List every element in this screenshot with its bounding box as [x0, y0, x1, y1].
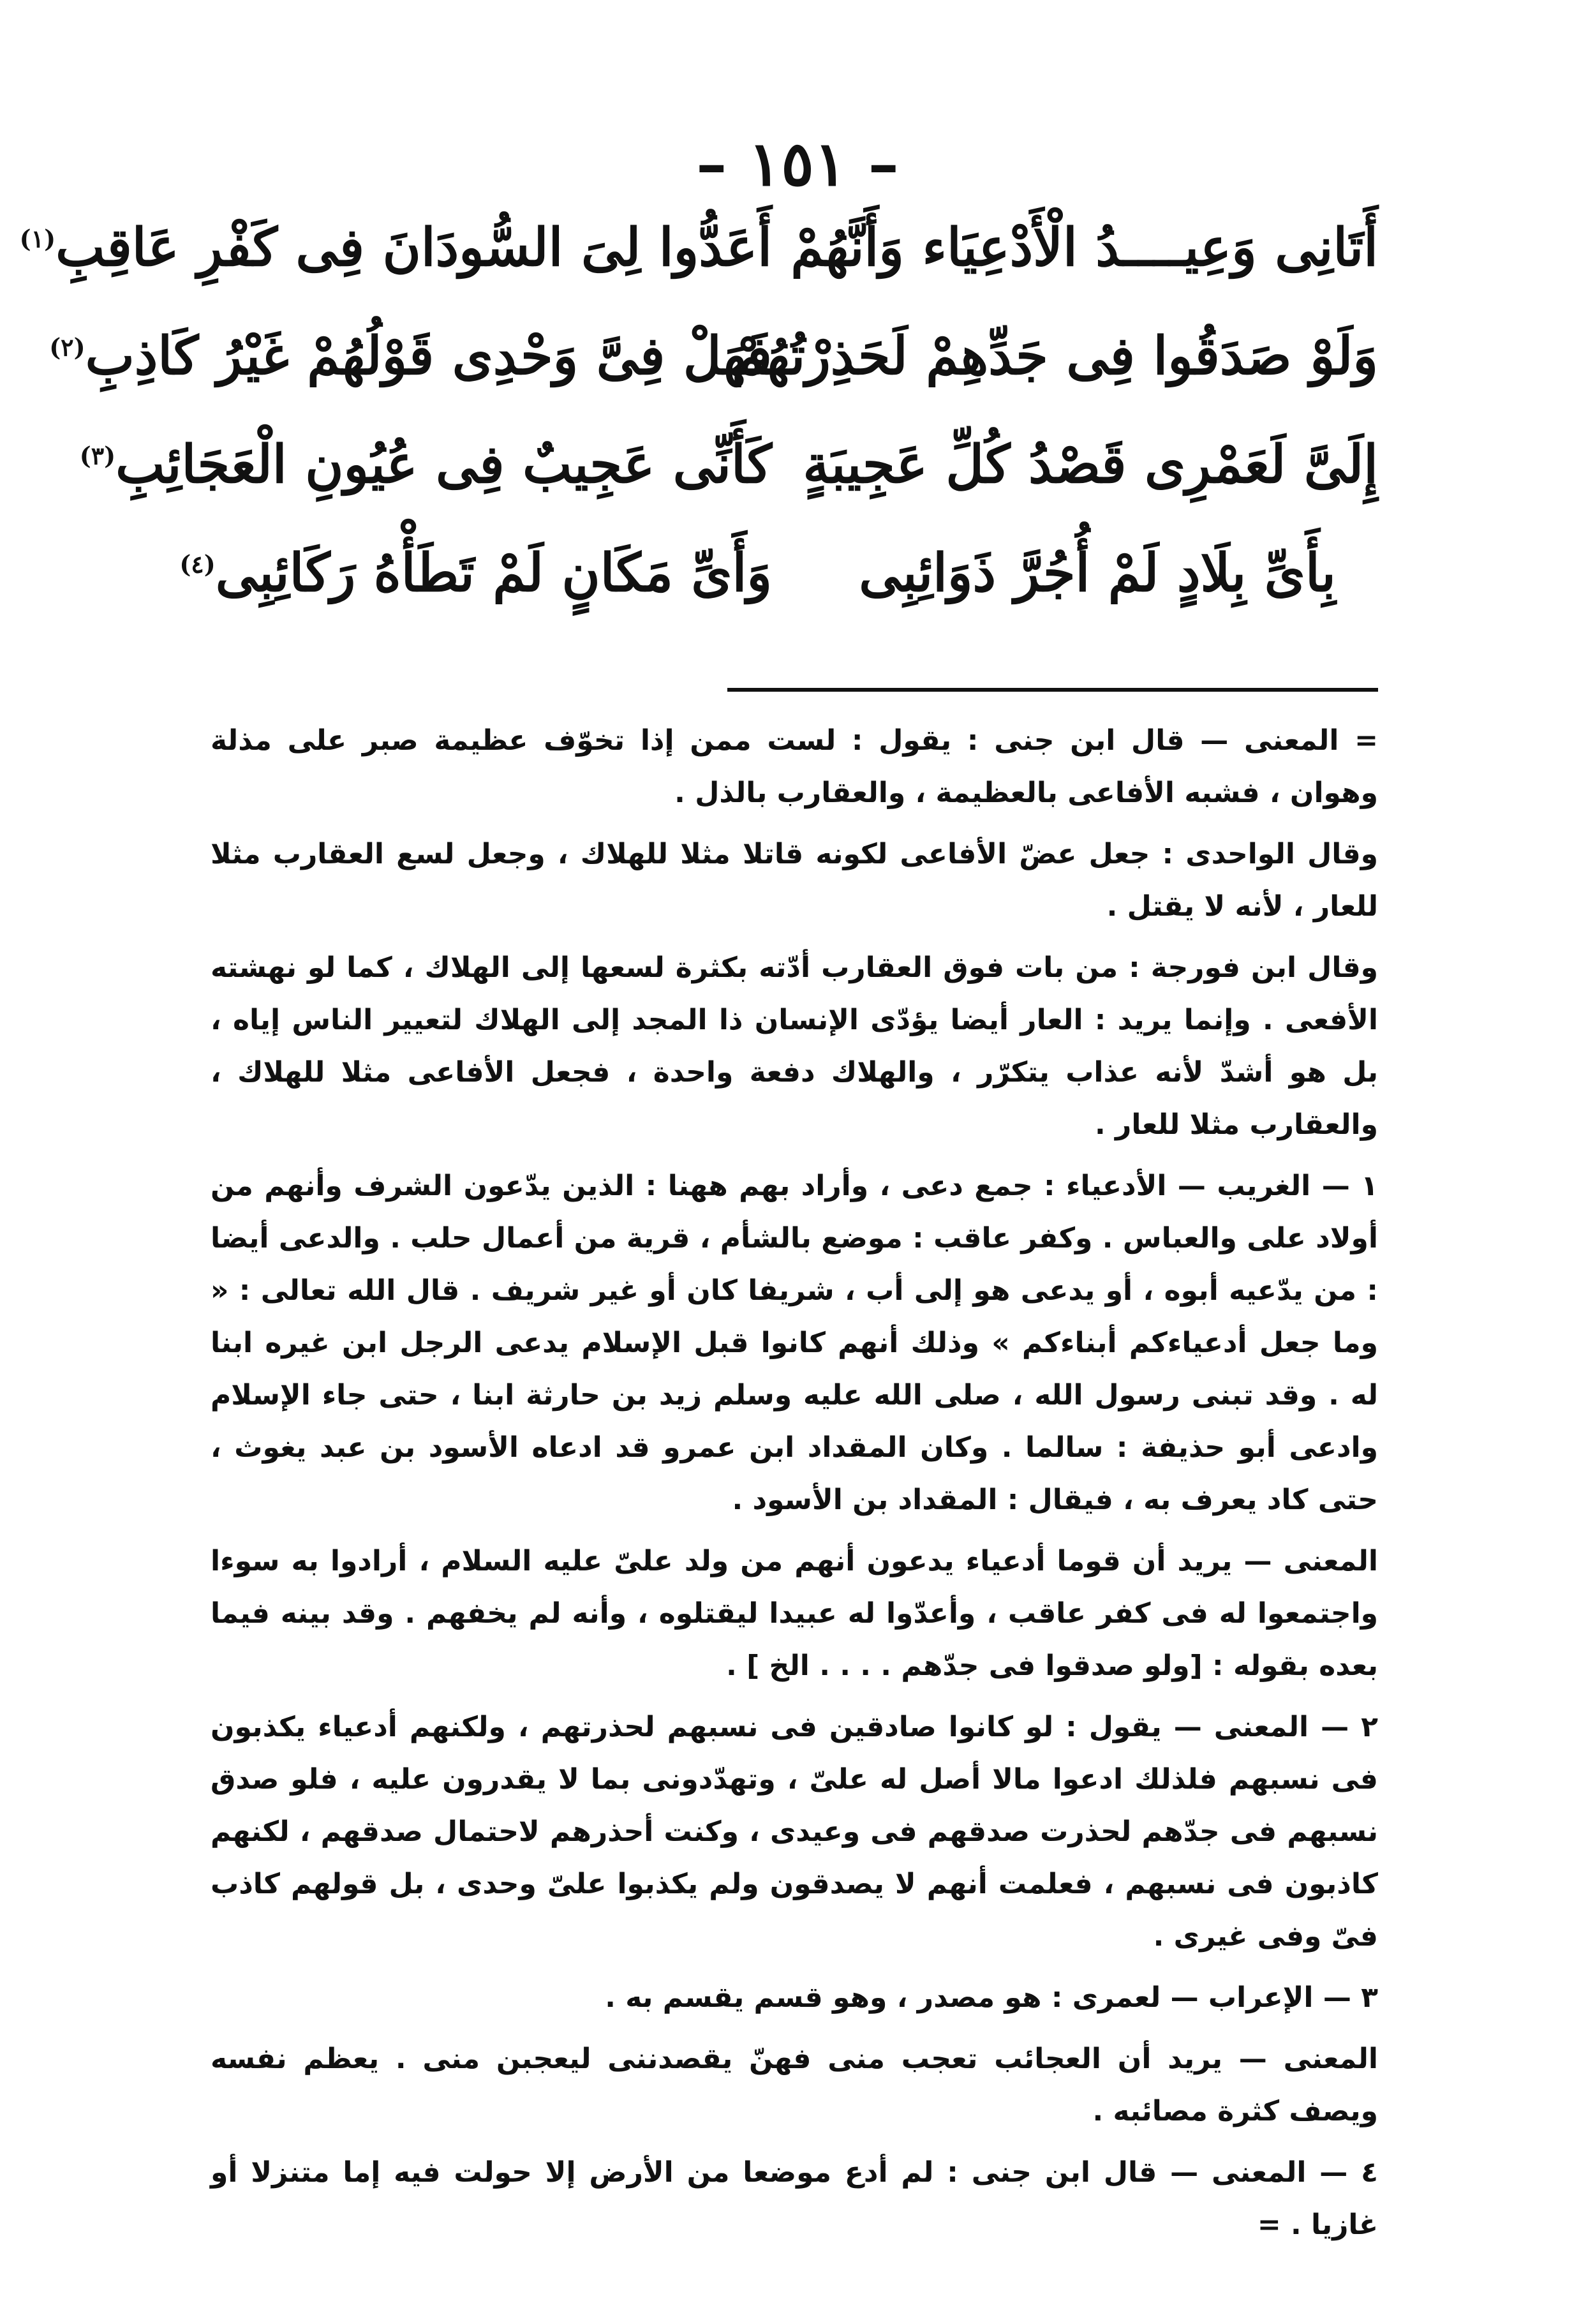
- verse-1-second-text: أَعَدُّوا لِىَ السُّودَانَ فِى كَفْرِ عَاقِبِ: [56, 217, 772, 278]
- verse-1-first-hemistich: أَتَانِى وَعِيــــدُ الْأَدْعِيَاء وَأَنَّهُمْ: [790, 217, 1378, 278]
- commentary-paragraph: المعنى — يريد أن قوما أدعياء يدعون أنهم من ولد علىّ عليه السلام ، أرادوا به سوءا واجتمعوا له فى كفر عاقب ، وأعدّوا له عبيدا ليقتلوه ، وأنه لم يخفهم . وقد بينه فيما بعده بقوله : [ولو صدقوا فى جدّهم . . . . الخ ] .: [211, 1545, 1378, 1682]
- poem-verses: [19, 217, 1378, 651]
- verse-3-second-hemistich: [79, 434, 772, 495]
- verse-3-first-hemistich: إِلَىَّ لَعَمْرِى قَصْدُ كُلِّ عَجِيبَةٍ: [803, 434, 1378, 495]
- footnote-divider: [727, 688, 1378, 692]
- commentary-paragraph: ٣ — الإعراب — لعمرى : هو مصدر ، وهو قسم يقسم به .: [605, 1981, 1378, 2014]
- verse-4-second-hemistich: [179, 542, 772, 604]
- verse-2-second-hemistich: [49, 325, 772, 387]
- footnote-ref-2: (٢): [49, 332, 85, 362]
- commentary-paragraph: = المعنى — قال ابن جنى : يقول : لست ممن إذا تخوّف عظيمة صبر على مذلة وهوان ، فشبه الأفاعى بالعظيمة ، والعقارب بالذل .: [211, 724, 1378, 809]
- verse-2: [49, 325, 1378, 434]
- verse-4: [179, 542, 1378, 651]
- footnote-ref-3: (٣): [79, 441, 116, 470]
- verse-3-second-text: كَأَنِّى عَجِيبٌ فِى عُيُونِ الْعَجَائِبِ: [115, 434, 772, 495]
- verse-2-first-hemistich: وَلَوْ صَدَقُوا فِى جَدِّهِمْ لَحَذِرْتُهُمْ: [732, 325, 1378, 387]
- verse-4-second-text: وَأَىِّ مَكَانٍ لَمْ تَطَأْهُ رَكَائِبِى: [215, 542, 772, 604]
- verse-1: [19, 217, 1378, 325]
- verse-1-second-hemistich: [19, 217, 772, 278]
- commentary-paragraph: ٤ — المعنى — قال ابن جنى : لم أدع موضعا من الأرض إلا حولت فيه إما متنزلا أو غازيا . =: [211, 2156, 1378, 2241]
- page-number: – ١٥١ –: [696, 128, 899, 200]
- commentary-paragraph: ٢ — المعنى — يقول : لو كانوا صادقين فى نسبهم لحذرتهم ، ولكنهم أدعياء يكذبون فى نسبهم فلذلك ادعوا مالا أصل له علىّ ، وتهدّدونى بما لا يقدرون عليه ، فلو صدق نسبهم فى جدّهم لحذرت صدقهم فى وعيدى ، وكنت أحذرهم لاحتمال صدقهم ، لكنهم كاذبون فى نسبهم ، فعلمت أنهم لا يصدقون ولم يكذبوا علىّ وحدى ، بل قولهم كاذب فىّ وفى غيرى .: [211, 1711, 1378, 1953]
- footnote-ref-1: (١): [19, 224, 56, 253]
- commentary-paragraph: ١ — الغريب — الأدعياء : جمع دعى ، وأراد بهم ههنا : الذين يدّعون الشرف وأنهم من أولاد على والعباس . وكفر عاقب : موضع بالشأم ، قرية من أعمال حلب . والدعى أيضا : من يدّعيه أبوه ، أو يدعى هو إلى أب ، شريفا كان أو غير شريف . قال الله تعالى : « وما جعل أدعياءكم أبناءكم » وذلك أنهم كانوا قبل الإسلام يدعى الرجل ابن غيره ابنا له . وقد تبنى رسول الله ، صلى الله عليه وسلم زيد بن حارثة ابنا ، حتى جاء الإسلام وادعى أبو حذيفة : سالما . وكان المقداد ابن عمرو قد ادعاه الأسود بن عبد يغوث ، حتى كاد يعرف به ، فيقال : المقداد بن الأسود .: [211, 1170, 1378, 1516]
- commentary-paragraph: وقال ابن فورجة : من بات فوق العقارب أدّته بكثرة لسعها إلى الهلاك ، كما لو نهشته الأفعى . وإنما يريد : العار أيضا يؤدّى الإنسان ذا المجد إلى الهلاك لتعيير الناس إياه ، بل هو أشدّ لأنه عذاب يتكرّر ، والهلاك دفعة واحدة ، فجعل الأفاعى مثلا للهلاك ، والعقارب مثلا للعار .: [211, 951, 1378, 1141]
- footnote-ref-4: (٤): [179, 549, 216, 579]
- verse-3: [79, 434, 1378, 542]
- verse-4-first-hemistich: بِأَىِّ بِلَادٍ لَمْ أُجُرَّ ذَوَائِبِى: [859, 542, 1336, 604]
- commentary-paragraph: المعنى — يريد أن العجائب تعجب منى فهنّ يقصدننى ليعجبن منى . يعظم نفسه ويصف كثرة مصائبه .: [211, 2043, 1378, 2127]
- verse-2-second-text: فَهَلْ فِىَّ وَحْدِى قَوْلُهُمْ غَيْرُ كَاذِبِ: [85, 325, 772, 387]
- commentary-notes: [211, 715, 1378, 2260]
- commentary-paragraph: وقال الواحدى : جعل عضّ الأفاعى لكونه قاتلا مثلا للهلاك ، وجعل لسع العقارب مثلا للعار ، لأنه لا يقتل .: [211, 838, 1378, 923]
